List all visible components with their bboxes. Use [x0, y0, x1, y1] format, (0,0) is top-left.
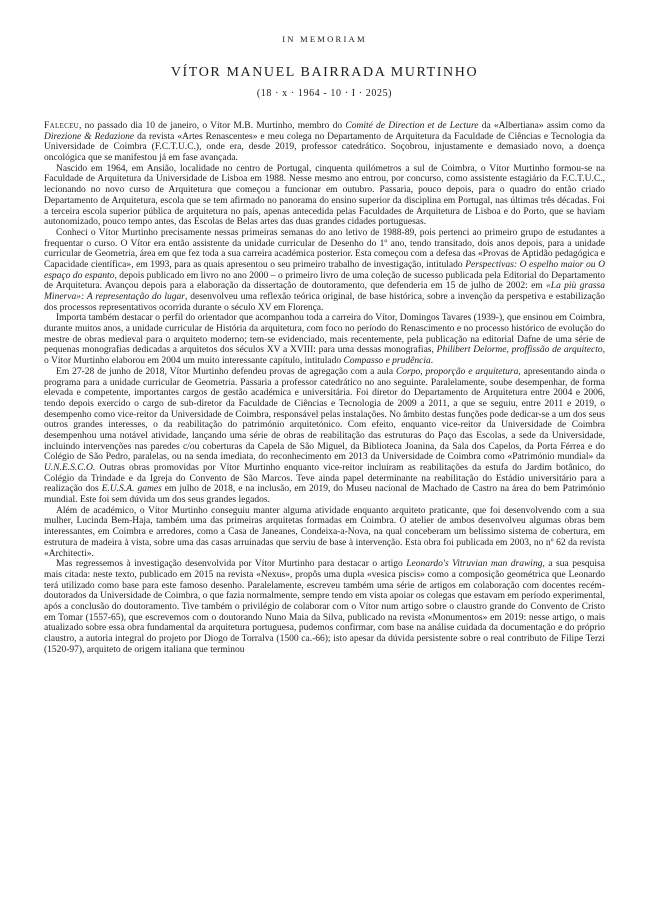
- text-run: , apresentando ainda o programa para a unidade curricular de Geometria. Passaria a professor catedrático no ano seguinte. Paralelamente, soube desempenhar, de forma elevada e competente, importantes cargos de gestão académica e universitária. Foi diretor do Departamento de Arquitetura entre 2004 e 2006, tendo depois exercido o cargo de sub-diretor da Faculdade de Ciências e Tecnologia de 2009 a 2011, a que se seguiu, entre 2011 e 2019, o desempenho como vice-reitor da Universidade de Coimbra, responsável pelas instalações. No âmbito destas funções pode dedicar-se a um dos seus outros grandes interesses, o da reabilitação do património arquitetónico. Com efeito, enquanto vice-reitor da Universidade de Coimbra desempenhou uma notável atividade, lançando uma série de obras de reabilitação das estruturas do Paço das Escolas, a sede da Universidade, incluindo intervenções nas paredes c/ou coberturas da Capela de São Miguel, da Biblioteca Joanina, da Sala dos Capelos, da Porta Férrea e do Colégio de São Pedro, paralelas, ou na senda imediata, do reconhecimento em 2013 da Universidade de Coimbra como «Património mundial» da: [44, 366, 605, 463]
- body-paragraph: [44, 228, 605, 314]
- text-run: em julho de 2018, e na inclusão, em 2019, do Museu nacional de Machado de Castro na área do bem Património mundial. Este foi sem dúvida um dos seus grandes legados.: [44, 484, 605, 506]
- italic-title: Direzione & Redazione: [44, 131, 135, 142]
- text-run: da revista «Artes Renascentes» e meu colega no Departamento de Arquitetura da Faculdade de Ciências e Tecnologia da Universidade de Coimbra (F.C.T.U.C.), onde era, desde 2019, professor catedrático. Soçobrou, injustamente e demasiado novo, a doença oncológica que se manifestou já em fase avançada.: [44, 131, 605, 164]
- text-run: Importa também destacar o perfil do orientador que acompanhou toda a carreira do Vítor, Domingos Tavares (1939-), que ensinou em Coimbra, durante muitos anos, a unidade curricular de História da arquitetura, com foco no período do Renascimento e no processo histórico de evolução do mestre de obras medieval para o arquiteto moderno; tem-se evidenciado, mais recentemente, pela publicação na editorial Dafne de uma série de pequenas monografias dedicadas a arquitetos dos séculos XV a XVIII: para uma dessas monografias,: [44, 313, 605, 356]
- text-run: da «Albertiana» assim como da: [478, 121, 605, 131]
- life-dates: (18 · x · 1964 - 10 · I · 2025): [256, 88, 393, 99]
- italic-title: «La più grassa Minerva»: A representação do lugar: [44, 281, 606, 302]
- small-caps-lead: Faleceu: [44, 121, 79, 131]
- text-run: .: [430, 356, 434, 367]
- text-run: , desenvolveu uma reflexão teórica original, de base histórica, sobre a invenção da perspetiva e estabilização dos processos representativos ocorrida durante o século XV em Florença.: [44, 292, 605, 313]
- italic-title: Perspectivas: O espelho maior ou O espaço do espanto: [44, 259, 606, 281]
- text-run: , no passado dia 10 de janeiro, o Vítor M.B. Murtinho, membro do: [79, 121, 346, 131]
- section-label: IN MEMORIAM: [282, 34, 367, 44]
- text-run: , o Vítor Murtinho elaborou em 2004 um muito interessante capítulo, intitulado: [44, 345, 605, 367]
- body-paragraph: [44, 313, 605, 366]
- body-paragraph: [44, 506, 605, 559]
- italic-title: E.U.S.A. games: [101, 484, 162, 495]
- body-paragraph: [44, 164, 605, 228]
- text-run: Conheci o Vítor Murtinho precisamente nessas primeiras semanas do ano letivo de 1988-89, pois pertenci ao primeiro grupo de estudantes a frequentar o curso. O Vítor era então assistente da unidade curricular de Desenho do 1º ano, tendo transitado, dois anos depois, para a unidade curricular de Geometria, área em que fez toda a sua carreira académica posterior. Esta começou com a defesa das «Provas de Aptidão pedagógica e Capacidade científica», em 1993, para as quais apresentou o seu primeiro trabalho de investigação, intitulado: [44, 227, 605, 270]
- text-run: , a sua pesquisa mais citada: neste texto, publicado em 2015 na revista «Nexus», propôs uma dupla «vesica piscis» como a composição geométrica que Leonardo terá utilizado como base para este famoso desenho. Paralelamente, escreveu também uma série de artigos em colaboração com docentes recém-doutorados da Universidade de Coimbra, o que fazia normalmente, sempre tendo em vista apoiar os colegas que estavam em período experimental, após a conclusão do doutoramento. Tive também o privilégio de colaborar com o Vítor num artigo sobre o claustro grande do Convento de Cristo em Tomar (1557-65), que escrevemos com o doutorando Nuno Maia da Silva, publicado na revista «Monumentos» em 2019: nesse artigo, o mais atualizado sobre essa obra fundamental da arquitetura portuguesa, pudemos confirmar, com base na análise cuidada da documentação e do próprio claustro, a autoria integral do projeto por Diogo de Torralva (1500 ca.-66); isto apesar da dúvida persistente sobre o real contributo de Filipe Terzi (1520-97), arquiteto de origem italiana que terminou: [44, 559, 605, 655]
- body-paragraph: [44, 559, 605, 655]
- italic-title: Compasso e prudência: [343, 356, 431, 367]
- text-run: Em 27-28 de junho de 2018, Vítor Murtinho defendeu provas de agregação com a aula: [56, 366, 396, 377]
- article-body: [44, 121, 605, 655]
- text-run: Mas regressemos à investigação desenvolvida por Vítor Murtinho para destacar o artigo: [56, 559, 407, 570]
- italic-title: Comité de Direction et de Lecture: [345, 121, 479, 131]
- author-name: VÍTOR MANUEL BAIRRADA MURTINHO: [170, 65, 479, 80]
- italic-title: Leonardo's Vitruvian man drawing: [406, 559, 543, 570]
- italic-title: Corpo, proporção e arquitetura: [395, 366, 519, 377]
- body-paragraph: [44, 367, 605, 506]
- italic-title: U.N.E.S.C.O.: [44, 463, 96, 473]
- text-run: Nascido em 1964, em Ansião, localidade no centro de Portugal, cinquenta quilómetros a sul de Coimbra, o Vítor Murtinho formou-se na Faculdade de Arquitetura da Universidade de Lisboa em 1988. Nesse mesmo ano entrou, por concurso, como assistente estagiário da F.C.T.U.C., lecionando no novo curso de Arquitetura que começou a funcionar em outubro. Passaria, pouco depois, para o quadro do então criado Departamento de Arquitetura, escola que se tem afirmado no panorama do ensino superior da disciplina em Portugal, nas últimas três décadas. Foi a terceira escola superior pública de arquitetura no país, apenas antecedida pelas Faculdades de Arquitetura de Lisboa e do Porto, que se haviam autonomizado, pouco tempo antes, das Escolas de Belas artes das duas grandes cidades portuguesas.: [44, 163, 605, 228]
- text-run: Outras obras promovidas por Vítor Murtinho enquanto vice-reitor incluíram as reabilitações da estufa do Jardim botânico, do Colégio da Trindade e da Igreja do Convento de São Marcos. Teve ainda papel determinante na reabilitação do Estádio universitário para a realização dos: [44, 463, 605, 495]
- italic-title: Philibert Delorme, proffissão de arquitecto: [436, 345, 603, 356]
- body-paragraph: [44, 121, 605, 164]
- text-run: , depois publicado em livro no ano 2000 – o primeiro livro de uma coleção de sucesso publicada pela Editorial do Departamento de Arquitetura. Avançou depois para a elaboração da dissertação de doutoramento, que defenderia em 15 de julho de 2002: em: [44, 270, 605, 292]
- text-run: Além de académico, o Vítor Murtinho conseguiu manter alguma atividade enquanto arquiteto praticante, que foi desenvolvendo com a sua mulher, Lucinda Bem-Haja, também uma das primeiras arquitetas formadas em Coimbra. O atelier de ambos desenvolveu algumas obras bem interessantes, em Coimbra e arredores, como a Casa de Janeanes, Condeixa-a-Nova, na qual conceberam um belíssimo sistema de cobertura, em estrutura de madeira à vista, sobre uma das casas arruinadas que serviu de base à intervenção. Esta obra foi publicada em 2003, no nº 62 da revista «Architecti».: [44, 505, 605, 559]
